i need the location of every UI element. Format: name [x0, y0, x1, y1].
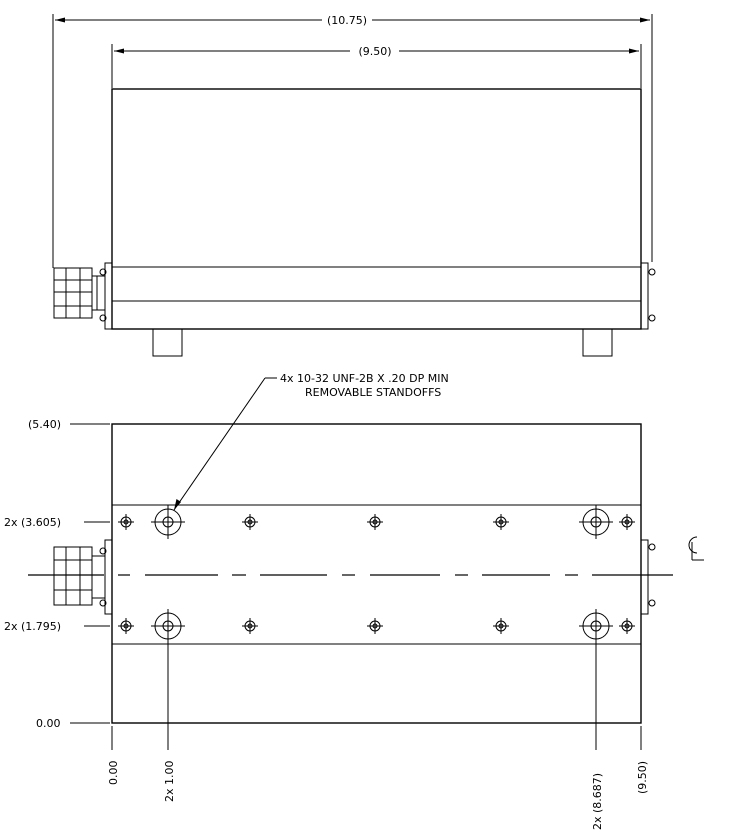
right-flange: [641, 263, 648, 329]
tapped-hole: [619, 618, 635, 634]
base-plate: [112, 424, 641, 723]
screw-head: [649, 269, 655, 275]
hole-row-upper: [118, 514, 635, 530]
note-line-1: 4x 10-32 UNF-2B X .20 DP MIN: [280, 372, 449, 385]
dim-zero-y: 0.00: [36, 717, 61, 730]
tapped-hole: [118, 618, 134, 634]
arrowhead: [640, 18, 650, 23]
dim-height: (5.40): [28, 418, 62, 431]
standoff-hole: [579, 609, 613, 643]
side-view: [53, 14, 655, 356]
connector-side: [54, 268, 105, 318]
connector-body: [92, 556, 105, 598]
arrowhead: [55, 18, 65, 23]
dim-lower-hole: 2x (1.795): [4, 620, 62, 633]
arrowhead: [629, 49, 639, 54]
hole-row-lower: [118, 618, 635, 634]
tapped-hole: [242, 618, 258, 634]
dim-hole-x2: 2x (8.687): [591, 772, 604, 830]
standoff-hole: [151, 609, 185, 643]
tapped-hole: [493, 618, 509, 634]
dim-hole-x1: 2x 1.00: [163, 760, 176, 802]
tapped-hole: [367, 618, 383, 634]
centerline-symbol: [689, 537, 704, 560]
arrowhead: [114, 49, 124, 54]
housing-body: [112, 89, 641, 329]
standoff-hole: [579, 505, 613, 539]
connector-nut: [54, 547, 92, 605]
note-line-2: REMOVABLE STANDOFFS: [305, 386, 442, 399]
screw-head: [649, 315, 655, 321]
dim-zero-x: 0.00: [107, 760, 120, 785]
leader-line: [174, 378, 265, 510]
tapped-hole: [619, 514, 635, 530]
dim-body-length: (9.50): [358, 45, 392, 58]
standoff-right: [583, 329, 612, 356]
tapped-hole: [493, 514, 509, 530]
connector-bottom: [54, 547, 105, 605]
dim-upper-hole: 2x (3.605): [4, 516, 62, 529]
connector-nut: [54, 268, 92, 318]
right-flange: [641, 540, 648, 614]
standoff-note: [174, 372, 449, 510]
standoff-left: [153, 329, 182, 356]
dim-overall-length: (10.75): [326, 14, 368, 27]
bottom-view: [4, 418, 704, 830]
tapped-hole: [367, 514, 383, 530]
connector-body: [92, 276, 105, 310]
dim-body-x-end: (9.50): [636, 760, 649, 794]
tapped-hole: [118, 514, 134, 530]
tapped-hole: [242, 514, 258, 530]
standoff-hole: [151, 505, 185, 539]
